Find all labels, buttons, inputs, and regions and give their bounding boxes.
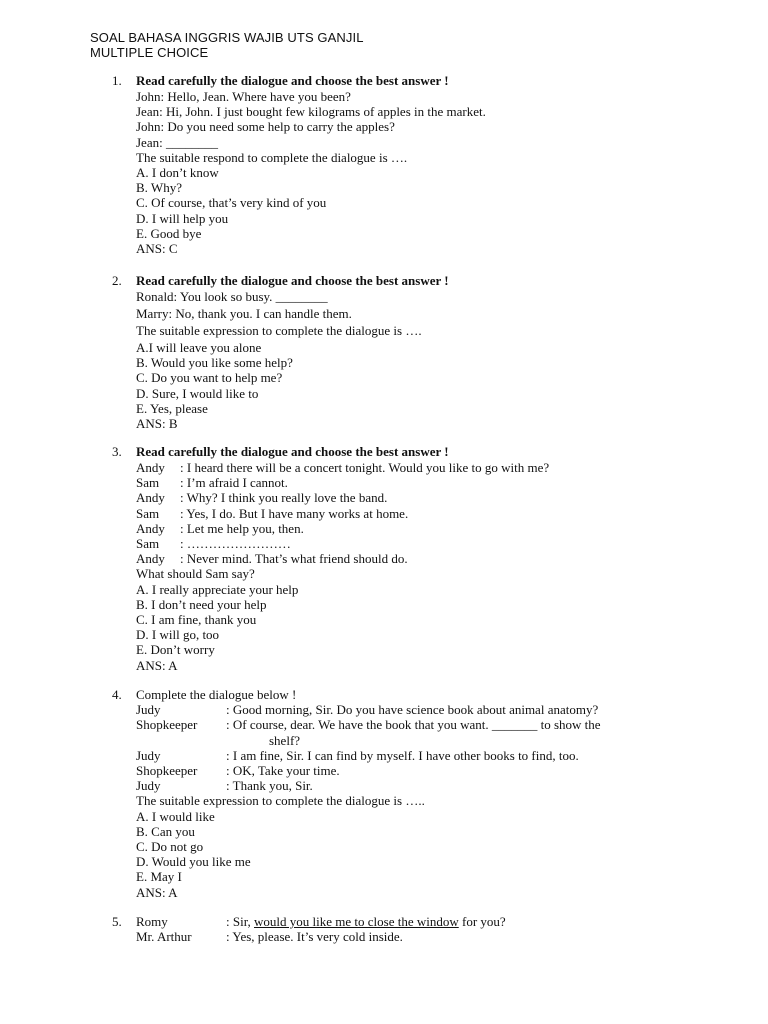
question-number: 4.	[112, 687, 122, 702]
speaker: Shopkeeper	[136, 763, 198, 779]
speaker: Judy	[136, 702, 161, 718]
question-instruction: Read carefully the dialogue and choose the best answer !	[136, 444, 449, 459]
option-a: A. I don’t know	[136, 165, 219, 181]
question-number: 2.	[112, 273, 122, 288]
utterance: : I am fine, Sir. I can find by myself. I have other books to find, too.	[226, 747, 579, 763]
question-instruction: Complete the dialogue below !	[136, 687, 297, 702]
question-prompt: The suitable expression to complete the dialogue is ….	[136, 323, 422, 338]
dialogue-line	[136, 763, 696, 778]
answer-key: ANS: C	[136, 241, 178, 257]
question-number: 1.	[112, 73, 122, 88]
option-a: A.I will leave you alone	[136, 340, 262, 355]
question-prompt: The suitable respond to complete the dialogue is ….	[136, 149, 408, 165]
answer-key: ANS: A	[136, 657, 178, 673]
utterance: : Yes, I do. But I have many works at home.	[180, 505, 409, 521]
question-instruction: Read carefully the dialogue and choose the best answer !	[136, 73, 449, 88]
option-e: E. May I	[136, 869, 182, 885]
speaker: Mr. Arthur	[136, 929, 192, 945]
utterance: : Thank you, Sir.	[226, 778, 313, 794]
option-d: D. Would you like me	[136, 854, 251, 870]
question-number: 3.	[112, 444, 122, 459]
option-b: B. I don’t need your help	[136, 596, 267, 612]
speaker: Shopkeeper	[136, 717, 198, 733]
option-b: B. Why?	[136, 180, 182, 196]
option-c: C. Of course, that’s very kind of you	[136, 195, 327, 211]
option-e: E. Yes, please	[136, 400, 208, 416]
utterance: : I’m afraid I cannot.	[180, 475, 288, 491]
option-c: C. Do not go	[136, 839, 204, 855]
speaker: Romy	[136, 914, 168, 929]
speaker: Andy	[136, 520, 165, 536]
speaker: Judy	[136, 747, 161, 763]
option-d: D. I will go, too	[136, 627, 220, 643]
dialogue-line: Jean: Hi, John. I just bought few kilograms of apples in the market.	[136, 104, 486, 120]
speaker	[136, 733, 226, 748]
dialogue-line	[136, 702, 696, 717]
utterance: : Never mind. That’s what friend should do.	[180, 551, 408, 567]
utterance-suffix: for you?	[458, 914, 506, 929]
dialogue-line	[136, 506, 696, 521]
option-a: A. I really appreciate your help	[136, 581, 299, 597]
speaker: Sam	[136, 536, 160, 552]
dialogue-line	[136, 490, 696, 505]
utterance: : Why? I think you really love the band.	[180, 490, 388, 506]
utterance: : OK, Take your time.	[226, 763, 340, 779]
option-c: C. I am fine, thank you	[136, 612, 257, 628]
header-title: SOAL BAHASA INGGRIS WAJIB UTS GANJIL	[90, 30, 364, 45]
speaker: Sam	[136, 475, 160, 491]
question-instruction: Read carefully the dialogue and choose the best answer !	[136, 273, 449, 288]
dialogue-line	[136, 521, 696, 536]
speaker: Andy	[136, 460, 165, 475]
question-prompt: What should Sam say?	[136, 566, 255, 582]
option-c: C. Do you want to help me?	[136, 370, 283, 386]
dialogue-line	[136, 914, 696, 929]
dialogue-line	[136, 460, 696, 475]
answer-key: ANS: B	[136, 416, 178, 432]
dialogue-line: John: Do you need some help to carry the apples?	[136, 119, 395, 135]
dialogue-line	[136, 748, 696, 763]
option-b: B. Would you like some help?	[136, 355, 293, 371]
header-subtitle: MULTIPLE CHOICE	[90, 45, 209, 60]
speaker: Andy	[136, 551, 165, 567]
utterance: : Let me help you, then.	[180, 520, 304, 536]
utterance: : ……………………	[180, 536, 291, 552]
underlined-expression: would you like me to close the window	[254, 914, 459, 929]
utterance: : I heard there will be a concert tonight. Would you like to go with me?	[180, 460, 550, 475]
dialogue-line: Ronald: You look so busy. ________	[136, 289, 328, 304]
utterance: : Good morning, Sir. Do you have science book about animal anatomy?	[226, 702, 599, 718]
speaker: Judy	[136, 778, 161, 794]
utterance: shelf?	[269, 732, 301, 748]
dialogue-line: Marry: No, thank you. I can handle them.	[136, 306, 352, 321]
utterance-prefix: : Sir,	[226, 914, 255, 929]
utterance	[226, 914, 696, 929]
question-prompt: The suitable expression to complete the dialogue is …..	[136, 793, 425, 809]
dialogue-line	[136, 717, 696, 732]
utterance: : Of course, dear. We have the book that you want. _______ to show the	[226, 717, 601, 733]
dialogue-line	[136, 778, 696, 793]
document-header	[90, 30, 364, 60]
answer-key: ANS: A	[136, 884, 178, 900]
dialogue-line	[136, 536, 696, 551]
option-d: D. Sure, I would like to	[136, 385, 259, 401]
option-e: E. Good bye	[136, 225, 202, 241]
question-number: 5.	[112, 914, 122, 929]
dialogue-line	[136, 551, 696, 566]
option-e: E. Don’t worry	[136, 642, 215, 658]
speaker: Andy	[136, 490, 165, 506]
dialogue-line: Jean: ________	[136, 134, 218, 150]
speaker: Sam	[136, 505, 160, 521]
option-d: D. I will help you	[136, 210, 229, 226]
dialogue-line: John: Hello, Jean. Where have you been?	[136, 89, 351, 104]
option-b: B. Can you	[136, 823, 195, 839]
dialogue-line	[136, 733, 696, 748]
dialogue-line	[136, 929, 696, 944]
dialogue-line	[136, 475, 696, 490]
utterance: : Yes, please. It’s very cold inside.	[226, 929, 403, 945]
option-a: A. I would like	[136, 808, 215, 824]
